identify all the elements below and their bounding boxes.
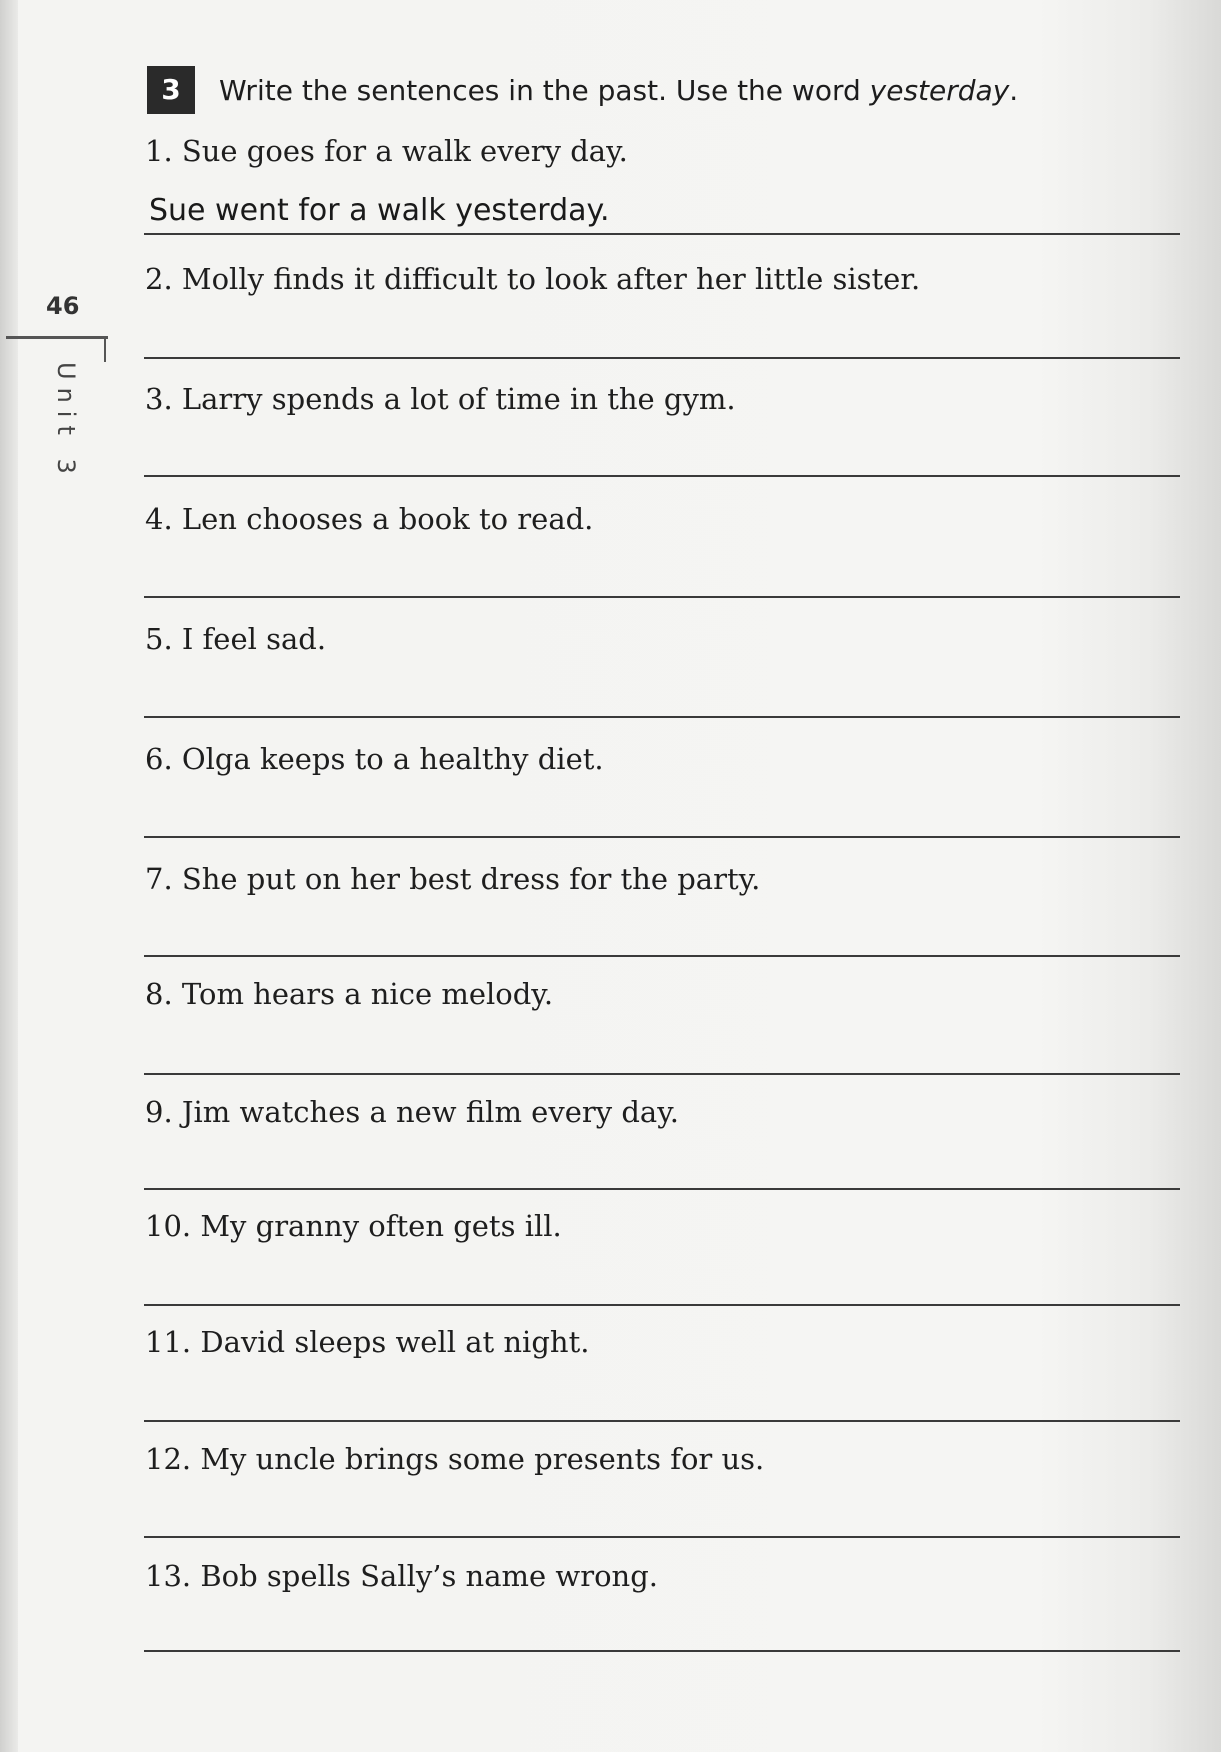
sentence-item: 11. David sleeps well at night. (145, 1325, 590, 1359)
sentence-item: 10. My granny often gets ill. (145, 1209, 562, 1243)
sentence-item: 12. My uncle brings some presents for us. (145, 1442, 765, 1476)
sentence-item: 3. Larry spends a lot of time in the gym. (145, 382, 736, 416)
instruction-suffix: . (1009, 73, 1019, 107)
answer-line[interactable] (144, 475, 1180, 477)
answer-text[interactable]: Sue went for a walk yesterday. (149, 193, 610, 228)
answer-line[interactable] (144, 596, 1180, 598)
answer-line[interactable] (144, 357, 1180, 359)
exercise-instruction (219, 74, 1018, 107)
sentence-item: 4. Len chooses a book to read. (145, 502, 594, 536)
margin-divider (6, 336, 108, 339)
answer-line[interactable] (144, 836, 1180, 838)
sentence-item: 9. Jim watches a new film every day. (145, 1095, 679, 1129)
answer-line[interactable] (144, 1188, 1180, 1190)
sentence-item: 1. Sue goes for a walk every day. (145, 134, 628, 168)
exercise-header (147, 66, 1018, 114)
answer-line[interactable] (144, 233, 1180, 235)
answer-line[interactable] (144, 1304, 1180, 1306)
answer-line[interactable] (144, 1420, 1180, 1422)
answer-line[interactable] (144, 716, 1180, 718)
answer-line[interactable] (144, 1073, 1180, 1075)
sentence-item: 6. Olga keeps to a healthy diet. (145, 742, 604, 776)
unit-label: Unit 3 (52, 362, 80, 482)
exercise-number-badge: 3 (147, 66, 195, 114)
instruction-prefix: Write the sentences in the past. Use the word (219, 73, 870, 107)
sentence-item: 2. Molly finds it difficult to look after her little sister. (145, 262, 921, 296)
sentence-item: 7. She put on her best dress for the party. (145, 862, 761, 896)
answer-line[interactable] (144, 1536, 1180, 1538)
answer-line[interactable] (144, 955, 1180, 957)
margin-divider-tick (104, 336, 106, 362)
page-number: 46 (46, 292, 80, 320)
sentence-item: 8. Tom hears a nice melody. (145, 977, 554, 1011)
sentence-item: 5. I feel sad. (145, 622, 327, 656)
instruction-keyword: yesterday (869, 73, 1010, 107)
sentence-item: 13. Bob spells Sally’s name wrong. (145, 1559, 659, 1593)
answer-line[interactable] (144, 1650, 1180, 1652)
